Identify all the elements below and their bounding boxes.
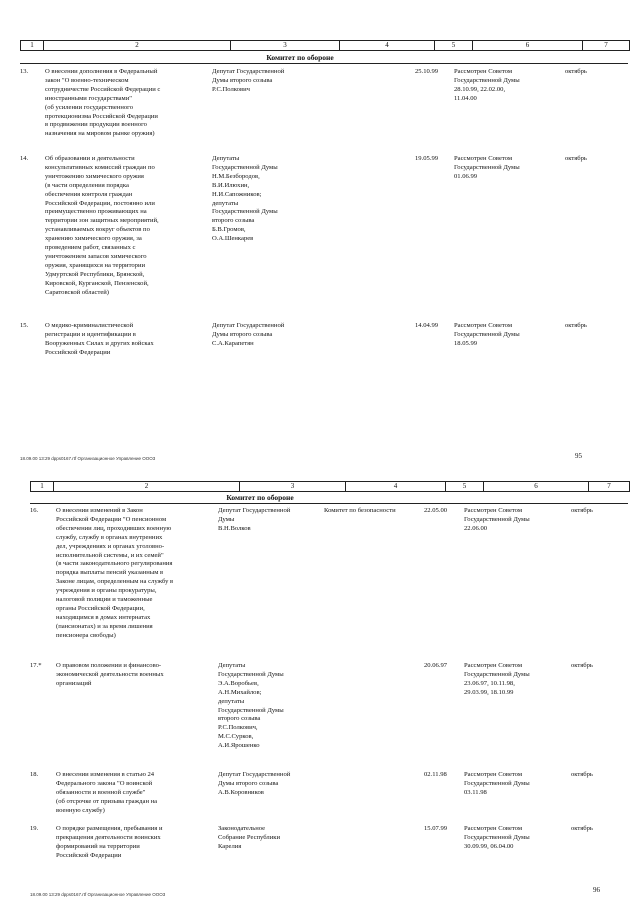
col-header-4: 4 [345, 482, 445, 491]
col-header-5: 5 [445, 482, 483, 491]
table-row [20, 155, 628, 315]
row-number: 13. [20, 68, 29, 75]
row-number: 17.* [30, 662, 42, 669]
submission-date: 02.11.98 [424, 771, 447, 778]
section-divider [30, 503, 628, 504]
bill-title: О медико-криминалистической регистрации и идентификации в Вооруженных Силах и других войсках Российской Федерации [45, 322, 154, 356]
bill-title: О внесении дополнения в Федеральный закон "О военно-техническом сотрудничестве Российской Федерации с иностранными государствами" (об усилении государственного протекционизма Российской Федерации в продвижении продукции военного назначения на мировом рынке оружия) [45, 68, 161, 138]
row-number: 18. [30, 771, 39, 778]
page-footer: 18.09.00 13:29 dpps0167.rtf Организационное Управление ООО3 [20, 456, 156, 461]
bill-author: Депутат Государственной Думы второго созыва С.А.Карапетян [212, 322, 285, 347]
section-title: Комитет по обороне [226, 493, 294, 502]
table-row [20, 68, 628, 152]
col-header-3: 3 [230, 41, 339, 50]
bill-status: Рассмотрен Советом Государственной Думы 30.09.99, 06.04.00 [464, 825, 530, 850]
table-row [30, 507, 628, 647]
table-row [30, 771, 628, 817]
row-number: 15. [20, 322, 29, 329]
bill-status: Рассмотрен Советом Государственной Думы 01.06.99 [454, 155, 520, 180]
col-header-6: 6 [472, 41, 582, 50]
col-header-1: 1 [40, 482, 44, 490]
planned-month: октябрь [571, 825, 593, 832]
column-number-header [20, 40, 630, 51]
bill-author: Законодательное Собрание Республики Карелия [218, 825, 280, 850]
col-header-2: 2 [53, 482, 239, 491]
submission-date: 20.06.97 [424, 662, 448, 669]
submission-date: 25.10.99 [415, 68, 439, 75]
bill-author: Депутаты Государственной Думы Э.А.Воробьев, А.Н.Михайлов; депутаты Государственной Думы второго созыва Р.С.Полкович, М.С.Сурков, А.И.Ярошенко [218, 662, 284, 750]
page-number: 95 [575, 452, 582, 460]
bill-author: Депутат Государственной Думы второго созыва Р.С.Полкович [212, 68, 285, 93]
bill-status: Рассмотрен Советом Государственной Думы 23.06.97, 10.11.98, 29.03.99, 18.10.99 [464, 662, 530, 696]
page-number: 96 [593, 886, 600, 894]
column-number-header [30, 481, 630, 492]
table-row [30, 662, 628, 766]
section-divider [20, 63, 628, 64]
planned-month: октябрь [571, 771, 593, 778]
planned-month: октябрь [565, 322, 587, 329]
planned-month: октябрь [571, 662, 593, 669]
bill-status: Рассмотрен Советом Государственной Думы 18.05.99 [454, 322, 520, 347]
col-header-7: 7 [582, 41, 629, 50]
bill-status: Рассмотрен Советом Государственной Думы 22.06.00 [464, 507, 530, 532]
col-header-7: 7 [588, 482, 629, 491]
page-footer: 18.09.00 13:29 dpps0167.rtf Организационное Управление ООО3 [30, 892, 166, 897]
col-header-1: 1 [30, 41, 34, 49]
submission-date: 14.04.99 [415, 322, 439, 329]
submission-date: 15.07.99 [424, 825, 448, 832]
bill-status: Рассмотрен Советом Государственной Думы 03.11.98 [464, 771, 530, 796]
planned-month: октябрь [565, 68, 587, 75]
document-page-96 [0, 460, 640, 900]
planned-month: октябрь [565, 155, 587, 162]
col-header-6: 6 [483, 482, 588, 491]
bill-title: О внесении изменения в статью 24 Федерального закона "О воинской обязанности и военной службе" (об отсрочке от призыва граждан на военную службу) [56, 771, 158, 814]
col-header-5: 5 [434, 41, 472, 50]
submission-date: 19.05.99 [415, 155, 439, 162]
row-number: 16. [30, 507, 39, 514]
bill-title: О внесении изменений в Закон Российской Федерации "О пенсионном обеспечении лиц, проходивших военную службу, службу в органах внутренних дел, учреждениях и органах уголовно- исполнительной системы, и их семей" (в части законодательного регулирования порядка выплаты пенсий указанным в Законе лицам, определенным на службу в учреждения и органы прокуратуры, налоговой полиции и таможенные органы Российской Федерации, находящимся в домах интернатах (пансионатах) и за время лишения пенсионера свободы) [56, 507, 174, 639]
section-title: Комитет по обороне [266, 53, 334, 62]
table-row [20, 322, 628, 362]
col-header-2: 2 [43, 41, 230, 50]
planned-month: октябрь [571, 507, 593, 514]
bill-author: Депутат Государственной Думы В.Н.Волков [218, 507, 291, 532]
row-number: 14. [20, 155, 29, 162]
table-row [30, 825, 628, 865]
bill-title: О правовом положении и финансово- экономической деятельности военных организаций [56, 662, 164, 687]
bill-title: О порядке размещения, пребывания и прекращения деятельности воинских формирований на территории Российской Федерации [56, 825, 163, 859]
co-committee: Комитет по безопасности [324, 507, 396, 514]
bill-title: Об образовании и деятельности консультативных комиссий граждан по уничтожению химического оружия (в части определения порядка обеспечения контроля граждан Российской Федерации, постоянно или преимущественно проживающих на территории зон защитных мероприятий, устанавливаемых вокруг объектов по хранению химического оружия, за проведением работ, связанных с уничтожением запасов химического оружия, хранящихся на территории Удмуртской Республики, Брянской, Кировской, Курганской, Пензенской, Саратовской областей) [45, 155, 159, 296]
bill-author: Депутат Государственной Думы второго созыва А.В.Коровников [218, 771, 291, 796]
row-number: 19. [30, 825, 39, 832]
bill-author: Депутаты Государственной Думы Н.М.Безбородов, В.И.Илюхин, Н.И.Сапожников; депутаты Государственной Думы второго созыва Б.В.Громов, О.А.Шенкарев [212, 155, 278, 243]
submission-date: 22.05.00 [424, 507, 448, 514]
bill-status: Рассмотрен Советом Государственной Думы 28.10.99, 22.02.00, 11.04.00 [454, 68, 520, 102]
col-header-3: 3 [239, 482, 345, 491]
col-header-4: 4 [339, 41, 434, 50]
